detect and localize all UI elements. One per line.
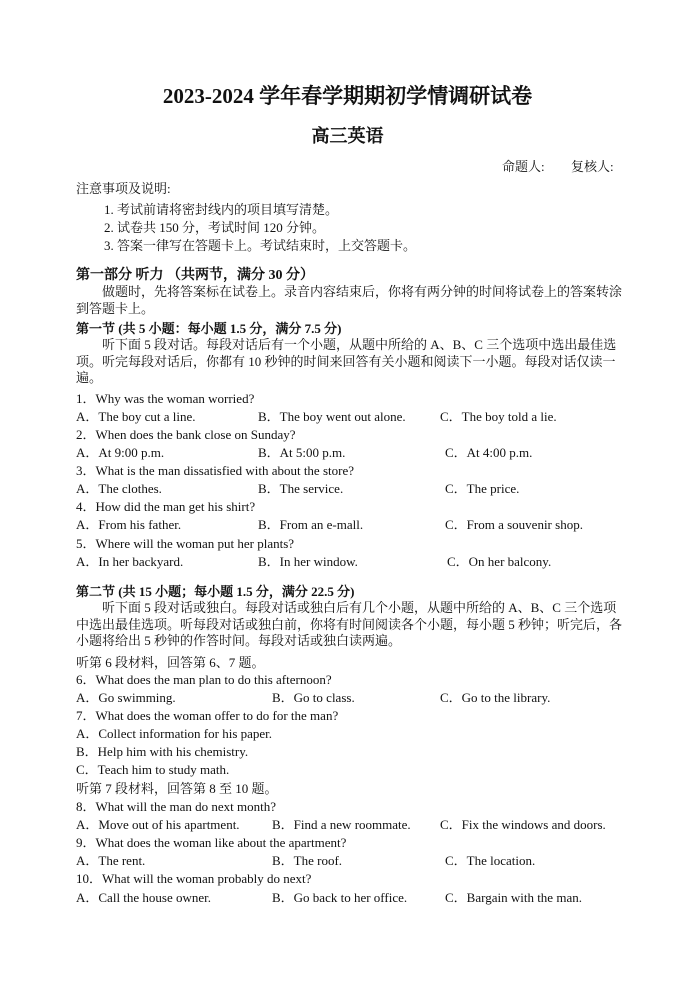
material-6-note: 听第 6 段材料，回答第 6、7 题。 — [76, 655, 265, 670]
q6-option-c: C．Go to the library. — [440, 690, 551, 705]
q2-option-c: C．At 4:00 p.m. — [445, 445, 533, 460]
question-4: 4．How did the man get his shirt? — [76, 499, 256, 514]
q4-option-b: B．From an e-mall. — [258, 517, 364, 532]
q2-option-b: B．At 5:00 p.m. — [258, 445, 346, 460]
q8-option-b: B．Find a new roommate. — [272, 817, 411, 832]
reviewer-label: 复核人: — [571, 159, 614, 174]
question-8: 8．What will the man do next month? — [76, 799, 277, 814]
question-6: 6．What does the man plan to do this afternoon? — [76, 672, 332, 687]
question-7: 7．What does the woman offer to do for the man? — [76, 708, 339, 723]
q9-option-c: C．The location. — [445, 853, 536, 868]
q1-option-b: B．The boy went out alone. — [258, 409, 406, 424]
question-9: 9．What does the woman like about the apartment? — [76, 835, 347, 850]
section2-instructions: 听下面 5 段对话或独白。每段对话或独白后有几个小题，从题中所给的 A、B、C 三个选项中选出最佳选项。听每段对话或独白前，你将有时间阅读各个小题，每小题 5 秒钟；听完后，各小题将给出 5 秒钟的作答时间。每段对话或独白读两遍。 — [76, 600, 623, 648]
q8-option-c: C．Fix the windows and doors. — [440, 817, 606, 832]
question-5: 5．Where will the woman put her plants? — [76, 536, 295, 551]
section1-heading: 第一节 (共 5 小题：每小题 1.5 分，满分 7.5 分) — [76, 321, 342, 336]
q1-option-c: C．The boy told a lie. — [440, 409, 557, 424]
q3-option-b: B．The service. — [258, 481, 344, 496]
question-1: 1．Why was the woman worried? — [76, 391, 255, 406]
q7-option-c: C．Teach him to study math. — [76, 762, 230, 777]
q5-option-a: A．In her backyard. — [76, 554, 184, 569]
q4-option-c: C．From a souvenir shop. — [445, 517, 583, 532]
q10-option-c: C．Bargain with the man. — [445, 890, 582, 905]
exam-subtitle: 高三英语 — [311, 126, 384, 146]
setter-label: 命题人: — [502, 159, 545, 174]
question-10: 10．What will the woman probably do next? — [76, 871, 312, 886]
section1-instructions: 听下面 5 段对话。每段对话后有一个小题，从题中所给的 A、B、C 三个选项中选出最佳选项。听完每段对话后，你都有 10 秒钟的时间来回答有关小题和阅读下一小题。每段对话仅读一遍。 — [76, 337, 617, 385]
q7-option-a: A．Collect information for his paper. — [76, 726, 273, 741]
note-item-1: 1. 考试前请将密封线内的项目填写清楚。 — [104, 202, 339, 217]
q3-option-c: C．The price. — [445, 481, 520, 496]
q10-option-b: B．Go back to her office. — [272, 890, 408, 905]
part1-heading: 第一部分 听力 （共两节，满分 30 分） — [76, 268, 314, 283]
q8-option-a: A．Move out of his apartment. — [76, 817, 240, 832]
question-2: 2．When does the bank close on Sunday? — [76, 427, 296, 442]
q2-option-a: A．At 9:00 p.m. — [76, 445, 165, 460]
exam-title: 2023-2024 学年春学期期初学情调研试卷 — [162, 84, 533, 108]
material-7-note: 听第 7 段材料，回答第 8 至 10 题。 — [76, 781, 278, 796]
q10-option-a: A．Call the house owner. — [76, 890, 212, 905]
q9-option-a: A．The rent. — [76, 853, 146, 868]
q1-option-a: A．The boy cut a line. — [76, 409, 196, 424]
q4-option-a: A．From his father. — [76, 517, 182, 532]
notes-heading: 注意事项及说明: — [76, 181, 171, 196]
q6-option-b: B．Go to class. — [272, 690, 355, 705]
note-item-2: 2. 试卷共 150 分，考试时间 120 分钟。 — [104, 220, 326, 235]
part1-intro: 做题时，先将答案标在试卷上。录音内容结束后，你将有两分钟的时间将试卷上的答案转涂到答题卡上。 — [76, 284, 623, 316]
q5-option-b: B．In her window. — [258, 554, 358, 569]
q9-option-b: B．The roof. — [272, 853, 343, 868]
q5-option-c: C．On her balcony. — [447, 554, 552, 569]
q6-option-a: A．Go swimming. — [76, 690, 176, 705]
section2-heading: 第二节 (共 15 小题；每小题 1.5 分，满分 22.5 分) — [76, 584, 355, 599]
q3-option-a: A．The clothes. — [76, 481, 162, 496]
question-3: 3．What is the man dissatisfied with about the store? — [76, 463, 354, 478]
note-item-3: 3. 答案一律写在答题卡上。考试结束时，上交答题卡。 — [104, 238, 417, 253]
q7-option-b: B．Help him with his chemistry. — [76, 744, 249, 759]
